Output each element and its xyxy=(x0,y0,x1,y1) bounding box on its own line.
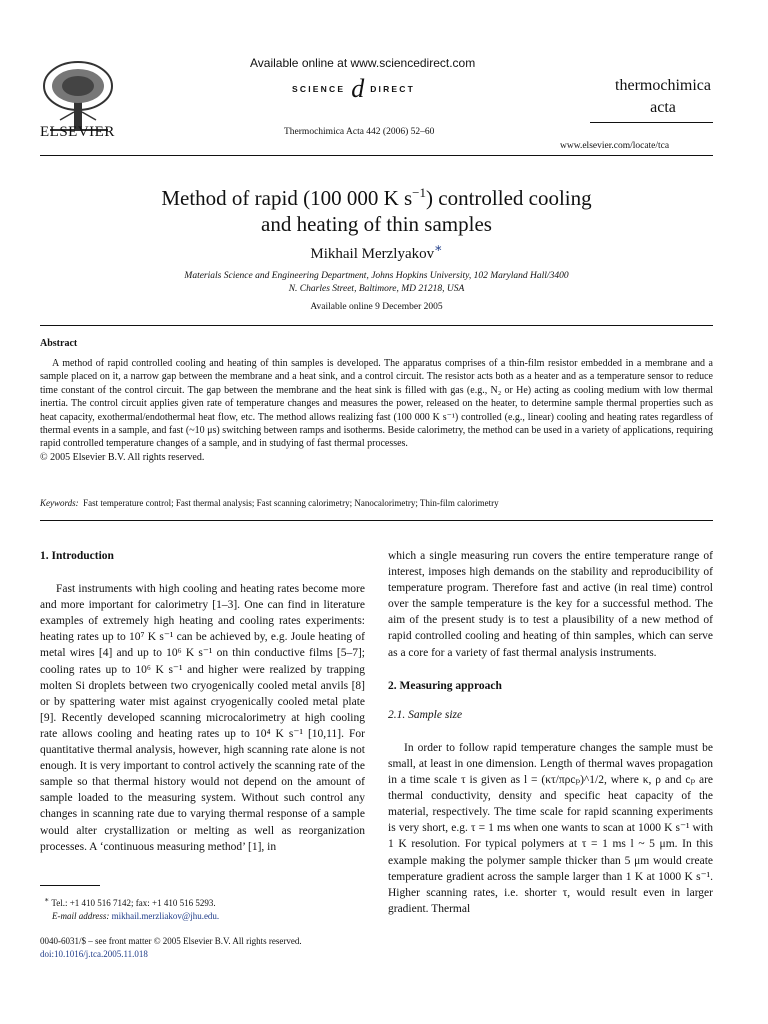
journal-name-line1: thermochimica xyxy=(615,77,711,94)
divider xyxy=(40,155,713,156)
title-line2: and heating of thin samples xyxy=(261,212,492,236)
author-text: Mikhail Merzlyakov xyxy=(310,246,435,262)
sd-left: SCIENCE xyxy=(292,84,346,94)
author-name xyxy=(40,240,713,263)
footnote-email-label: E-mail address: xyxy=(52,911,110,921)
journal-name xyxy=(603,75,723,119)
journal-url-link[interactable]: www.elsevier.com/locate/tca xyxy=(560,141,670,151)
journal-citation: Thermochimica Acta 442 (2006) 52–60 xyxy=(284,127,435,137)
abstract-text: A method of rapid controlled cooling and heating of thin samples is developed. The apparatus comprises of a thin-film resistor embedded in a membrane and a sample placed on it, a narrow gap between the membrane and a heat sink, and a control circuit. The resistor acts both as a heater and as a temperature sensor to reduce time constant of the control circuit. The gap between the membrane and the heat sink is filled with gas (e.g., N₂ or He) acting as cooling medium with low thermal inertia. The control circuit applies given rate of temperature changes and measures the power, released on the heater, to determine sample thermal properties such as heat capacity, exothermal/endothermal heat flow, etc. The method allows realizing fast (100 000 K s⁻¹) controlled (e.g., linear) cooling and heating rates regardless of thermal events in a sample, and fast (~10 μs) switching between ramps and isotherms. Beside calorimetry, the method can be used in a variety of applications, requiring rapid controlled temperature changes of a sample, and in studying of fast thermal processes. xyxy=(40,358,713,450)
footer-doi-link[interactable]: doi:10.1016/j.tca.2005.11.018 xyxy=(40,949,148,959)
keywords-text: Fast temperature control; Fast thermal analysis; Fast scanning calorimetry; Nanocalorimetry; Thin-film calorimetry xyxy=(83,498,499,508)
available-online-link[interactable]: Available online at www.sciencedirect.com xyxy=(250,56,476,70)
title-line1: Method of rapid (100 000 K s xyxy=(161,186,413,210)
sample-size-paragraph: In order to follow rapid temperature changes the sample must be small, at least in one dimension. Length of thermal waves propagation in a time scale τ is given as l = (κτ/πρcₚ)^1/2, where κ, ρ and cₚ are thermal conductivity, density and specific heat capacity of the material, respectively. The time scale for rapid scanning experiments is very short, e.g. τ = 1 ms when one wants to scan at 1000 K s⁻¹ with 1 K resolution. For typical polymers at τ = 1 ms l ~ 5 μm. In this example making the polymer sample thicker than 5 μm would create temperature gradient across the sample larger than 1 K at 1000 K s⁻¹. Higher scanning rates, i.e. shorter τ, would result even in larger gradient. Thermal xyxy=(388,741,713,915)
section-heading-measuring-approach: 2. Measuring approach xyxy=(388,679,502,692)
sd-right: DIRECT xyxy=(370,84,416,94)
footnote-tel: Tel.: +1 410 516 7142; fax: +1 410 516 5293. xyxy=(51,898,216,908)
abstract-heading: Abstract xyxy=(40,338,78,349)
affiliation-line1: Materials Science and Engineering Department, Johns Hopkins University, 102 Maryland Hall/3400 xyxy=(184,271,569,281)
journal-name-line2: acta xyxy=(650,99,676,116)
affiliation xyxy=(40,270,713,296)
sciencedirect-logo[interactable] xyxy=(292,76,415,102)
intro-paragraph-1: Fast instruments with high cooling and heating rates become more and more important for calorimetry [1–3]. One can find in literature examples of extremely high heating and cooling rates experiments: heating rates up to 10⁷ K s⁻¹ can be achieved by, e.g. Joule heating of metal wires [4] and up to 10⁶ K s⁻¹ on thin conductive films [5–7]; cooling rates up to 10⁶ K s⁻¹ and higher were realized by trapping molten Si droplets between two cryogenically cooled metal anvils [8] or by spattering water mist against cryogenically cooled metal plate [9]. Recently developed scanning microcalorimetry at high cooling rate allows cooling and heating rates up to 10⁴ K s⁻¹ [10,11]. For quantitative thermal analysis, however, high scanning rate alone is not enough. It is very important to control actively the scanning rate of the sample so that thermal history would not depend on the amount of sample loaded to the measuring system. Without such control any changes in scanning rate due to varying thermal response of a sample would alter crystallization or melting as well as reorganization processes. A ‘continuous measuring method’ [1], in xyxy=(40,583,365,853)
divider xyxy=(40,520,713,521)
sciencedirect-at-icon: d xyxy=(351,74,365,103)
keywords xyxy=(40,498,713,508)
divider xyxy=(590,122,713,123)
footer-issn: 0040-6031/$ – see front matter © 2005 Elsevier B.V. All rights reserved. xyxy=(40,936,302,946)
publisher-name: ELSEVIER xyxy=(40,124,115,140)
footnote-rule xyxy=(40,885,100,886)
abstract-copyright: © 2005 Elsevier B.V. All rights reserved. xyxy=(40,451,205,463)
intro-paragraph-2: which a single measuring run covers the entire temperature range of interest, imposes high demands on the stability and reproducibility of temperature program. Therefore fast and active (in real time) control over the sample temperature is the key for a successful method. The aim of the present study is to test a plausibility of a new method of rapid controlled cooling and heating of thin samples, which can serve as a core for a variety of fast thermal analysis instruments. xyxy=(388,550,713,659)
available-date: Available online 9 December 2005 xyxy=(310,302,443,312)
author-footnote-mark[interactable]: ∗ xyxy=(434,241,443,255)
right-column xyxy=(388,548,713,917)
article-title xyxy=(40,180,713,237)
footnote-email-link[interactable]: mikhail.merzliakov@jhu.edu. xyxy=(111,911,220,921)
author-footnote xyxy=(44,893,219,923)
section-heading-introduction: 1. Introduction xyxy=(40,550,114,562)
footnote-mark: ∗ xyxy=(44,895,50,904)
abstract-body xyxy=(40,357,713,464)
keywords-label: Keywords: xyxy=(40,498,79,508)
affiliation-line2: N. Charles Street, Baltimore, MD 21218, USA xyxy=(288,284,465,294)
left-column xyxy=(40,548,365,855)
divider xyxy=(40,325,713,326)
title-exponent: −1 xyxy=(412,185,427,200)
title-line1-end: ) controlled cooling xyxy=(426,186,592,210)
page-footer xyxy=(40,935,302,961)
subsection-heading-sample-size: 2.1. Sample size xyxy=(388,708,463,721)
